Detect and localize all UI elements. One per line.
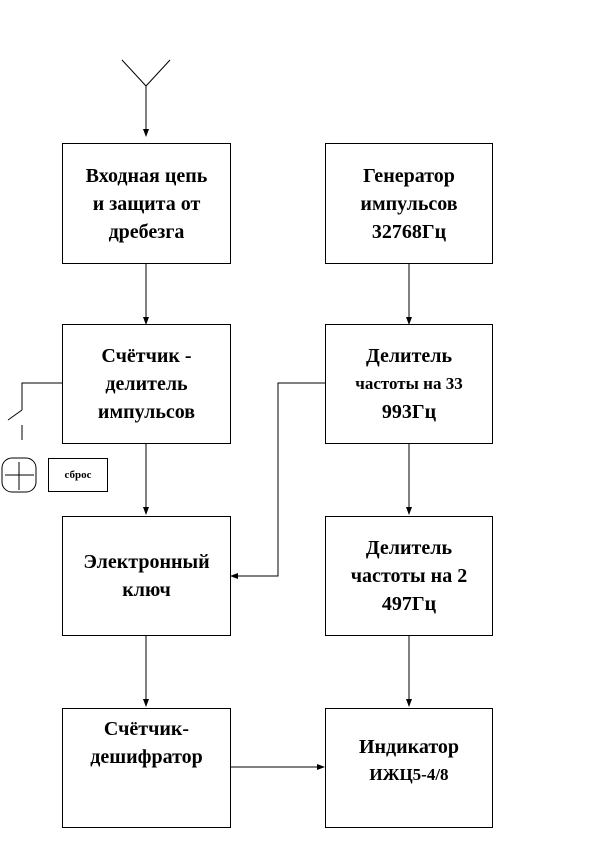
block-electronic-key: Электронный ключ [62, 516, 231, 636]
block-indicator [325, 708, 493, 828]
indicator-line2: ИЖЦ5-4/8 [369, 765, 449, 784]
block-input-circuit: Входная цепь и защита от дребезга [62, 143, 231, 264]
divider-33-line2: частоты на 33 [355, 374, 463, 393]
divider-33-line1: Делитель [365, 345, 453, 367]
reset-label-box: сброс [48, 458, 108, 492]
wire-div33-to-key [231, 383, 325, 576]
antenna-icon [122, 60, 170, 136]
block-frequency-divider-33 [325, 324, 493, 444]
block-pulse-generator: Генератор импульсов 32768Гц [325, 143, 493, 264]
divider-33-line3: 993Гц [381, 401, 437, 423]
block-counter-decoder: Счётчик- дешифратор [62, 708, 231, 828]
indicator-line1: Индикатор [358, 736, 460, 758]
block-frequency-divider-2: Делитель частоты на 2 497Гц [325, 516, 493, 636]
block-counter-divider: Счётчик - делитель импульсов [62, 324, 231, 444]
